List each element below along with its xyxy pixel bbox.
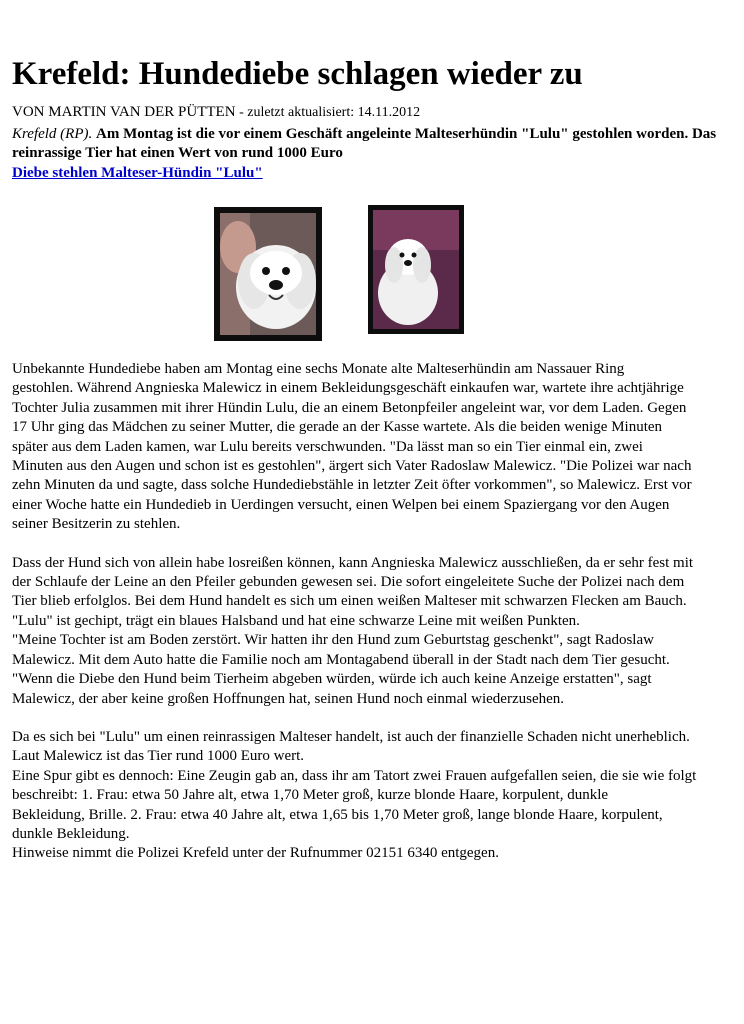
body-line: "Lulu" ist gechipt, trägt ein blaues Halsband und hat eine schwarze Leine mit weißen Punkten. [12,612,580,629]
paragraph-1 [12,360,734,535]
article-body [12,360,734,883]
body-line: "Meine Tochter ist am Boden zerstört. Wir hatten ihr den Hund zum Geburtstag geschenkt", sagt Radoslaw [12,632,654,649]
body-line: später aus dem Laden kamen, war Lulu bereits verschwunden. "Da lässt man so ein Tier einmal ein, zwei [12,438,643,455]
body-line: seiner Besitzerin zu stehlen. [12,516,181,533]
body-line: "Wenn die Diebe den Hund beim Tierheim abgeben würden, würde ich auch keine Anzeige erstatten", sagt [12,671,652,688]
body-line: Malewicz. Mit dem Auto hatte die Familie noch am Montagabend überall in der Stadt nach dem Tier gesucht. [12,651,670,668]
dog-photo-1-image [214,207,322,341]
body-line: Unbekannte Hundediebe haben am Montag eine sechs Monate alte Malteserhündin am Nassauer Ring [12,361,625,377]
body-line: Da es sich bei "Lulu" um einen reinrassigen Malteser handelt, ist auch der finanzielle Schaden nicht unerheblich. [12,728,690,745]
body-line: Minuten aus den Augen und schon ist es gestohlen", ärgert sich Vater Radoslaw Malewicz. "Die Polizei war nach [12,458,692,475]
byline [12,103,420,122]
related-article-link[interactable]: Diebe stehlen Malteser-Hündin "Lulu" [12,165,263,181]
body-line: Eine Spur gibt es dennoch: Eine Zeugin gab an, dass ihr am Tatort zwei Frauen aufgefallen seien, die sie wie folgt [12,767,697,784]
dog-photo-1[interactable] [214,207,322,341]
dog-photo-2-image [368,205,464,334]
body-line: einer Woche hatte ein Hundedieb in Uerdingen versucht, einen Welpen bei einem Spaziergang vor den Augen [12,496,670,513]
body-line: gestohlen. Während Angnieska Malewicz in einem Bekleidungsgeschäft einkaufen war, wartete ihre achtjährige [12,380,684,397]
body-line: Tier blieb erfolglos. Bei dem Hund handelt es sich um einen weißen Malteser mit schwarzen Flecken am Bauch. [12,593,687,610]
body-line: Malewicz, der aber keine großen Hoffnungen hat, seinen Hund noch einmal wiederzusehen. [12,690,565,707]
paragraph-2 [12,554,734,709]
paragraph-3 [12,728,734,864]
byline-updated: - zuletzt aktualisiert: 14.11.2012 [235,105,421,120]
body-line: Tochter Julia zusammen mit ihrer Hündin Lulu, die an einem Betonpfeiler angeleint war, vor dem Laden. Gegen [12,399,687,416]
dog-photo-2[interactable] [368,205,464,334]
body-line: der Schlaufe der Leine an den Pfeiler gebunden gewesen sei. Die sofort eingeleitete Suche der Polizei nach dem [12,574,685,591]
body-line: beschreibt: 1. Frau: etwa 50 Jahre alt, etwa 1,70 Meter groß, kurze blonde Haare, korpulent, dunkle [12,787,609,804]
body-line: zehn Minuten da und sagte, dass solche Hundediebstähle in letzter Zeit öfter vorkommen", so Malewicz. Erst vor [12,477,692,494]
body-line: Dass der Hund sich von allein habe losreißen können, kann Angnieska Malewicz ausschließen, da er sehr fest mit [12,554,694,571]
lead-paragraph [12,125,734,163]
byline-author: VON MARTIN VAN DER PÜTTEN [12,104,236,120]
body-line: Bekleidung, Brille. 2. Frau: etwa 40 Jahre alt, etwa 1,65 bis 1,70 Meter groß, lange blonde Haare, korpulent, [12,806,663,823]
body-line: Hinweise nimmt die Polizei Krefeld unter der Rufnummer 02151 6340 entgegen. [12,845,499,862]
lead-text: Am Montag ist die vor einem Geschäft angeleinte Malteserhündin "Lulu" gestohlen worden. Das reinrassige Tier hat einen Wert von rund 1000 Euro [12,126,717,161]
body-line: dunkle Bekleidung. [12,825,130,842]
body-line: Laut Malewicz ist das Tier rund 1000 Euro wert. [12,748,305,765]
headline: Krefeld: Hundediebe schlagen wieder zu [12,56,583,92]
location: Krefeld (RP). [12,126,93,142]
body-line: 17 Uhr ging das Mädchen zu seiner Mutter, die gerade an der Kasse wartete. Als die beiden wenige Minuten [12,419,663,436]
